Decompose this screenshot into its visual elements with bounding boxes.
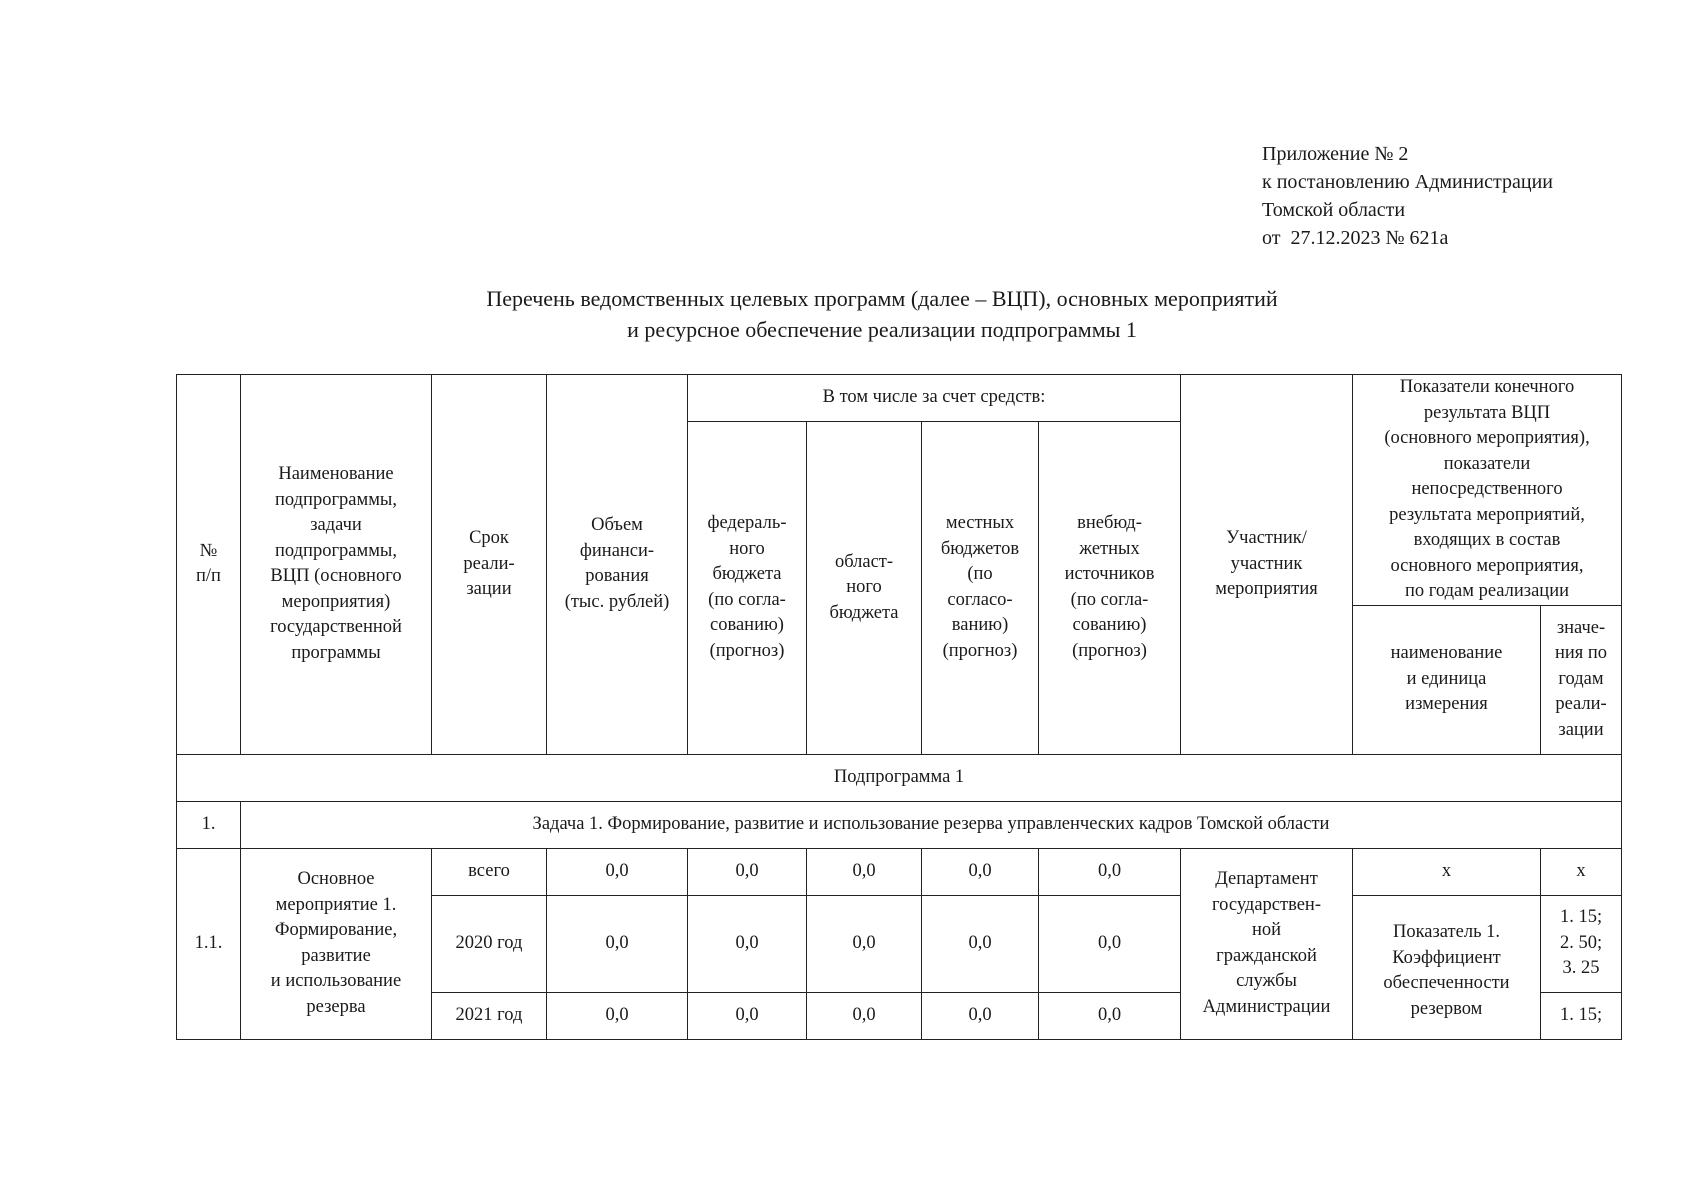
- federal-cell: 0,0: [688, 848, 807, 895]
- task-text: Задача 1. Формирование, развитие и использование резерва управленческих кадров Томской области: [241, 801, 1622, 848]
- term-cell: всего: [432, 848, 547, 895]
- volume-cell: 0,0: [547, 848, 688, 895]
- header-volume: Объем финанси- рования (тыс. рублей): [547, 375, 688, 755]
- measure-participant: Департамент государствен- ной гражданской службы Администрации: [1181, 848, 1353, 1039]
- term-cell: 2020 год: [432, 895, 547, 992]
- header-name: Наименование подпрограммы, задачи подпрограммы, ВЦП (основного мероприятия) государственной программы: [241, 375, 432, 755]
- subprogram-row: Подпрограмма 1: [177, 754, 1622, 801]
- extra-cell: 0,0: [1039, 992, 1181, 1039]
- indicator-values-cell: 1. 15;: [1541, 992, 1622, 1039]
- title-line-2: и ресурсное обеспечение реализации подпрограммы 1: [627, 317, 1137, 342]
- task-num: 1.: [177, 801, 241, 848]
- header-term: Срок реали- зации: [432, 375, 547, 755]
- federal-cell: 0,0: [688, 895, 807, 992]
- measure-num: 1.1.: [177, 848, 241, 1039]
- term-cell: 2021 год: [432, 992, 547, 1039]
- header-indicator-values: значе- ния по годам реали- зации: [1541, 605, 1622, 754]
- indicator-name-cell: х: [1353, 848, 1541, 895]
- header-federal: федераль- ного бюджета (по согла- сованию) (прогноз): [688, 422, 807, 755]
- regional-cell: 0,0: [807, 992, 922, 1039]
- volume-cell: 0,0: [547, 895, 688, 992]
- indicator-values-cell: 1. 15; 2. 50; 3. 25: [1541, 895, 1622, 992]
- header-local: местных бюджетов (по согласо- ванию) (прогноз): [922, 422, 1039, 755]
- header-participant: Участник/ участник мероприятия: [1181, 375, 1353, 755]
- extra-cell: 0,0: [1039, 848, 1181, 895]
- volume-cell: 0,0: [547, 992, 688, 1039]
- header-indicators: Показатели конечного результата ВЦП (основного мероприятия), показатели непосредственного результата мероприятий, входящих в состав основного мероприятия, по годам реализации: [1353, 375, 1622, 606]
- document-title: [0, 283, 1698, 345]
- extra-cell: 0,0: [1039, 895, 1181, 992]
- header-num: № п/п: [177, 375, 241, 755]
- local-cell: 0,0: [922, 895, 1039, 992]
- regional-cell: 0,0: [807, 848, 922, 895]
- local-cell: 0,0: [922, 992, 1039, 1039]
- federal-cell: 0,0: [688, 992, 807, 1039]
- table-row: [177, 848, 1622, 895]
- title-line-1: Перечень ведомственных целевых программ (далее – ВЦП), основных мероприятий: [486, 286, 1278, 311]
- header-including: В том числе за счет средств:: [688, 375, 1181, 422]
- indicator-values-cell: х: [1541, 848, 1622, 895]
- measure-name: Основное мероприятие 1. Формирование, развитие и использование резерва: [241, 848, 432, 1039]
- indicator-name: Показатель 1. Коэффициент обеспеченности резервом: [1353, 895, 1541, 1039]
- header-regional: област- ного бюджета: [807, 422, 922, 755]
- appendix-note: Приложение № 2 к постановлению Администрации Томской области от 27.12.2023 № 621а: [1262, 143, 1553, 249]
- header-extrabudget: внебюд- жетных источников (по согла- сованию) (прогноз): [1039, 422, 1181, 755]
- program-table: [176, 374, 1622, 1040]
- regional-cell: 0,0: [807, 895, 922, 992]
- header-indicator-name: наименование и единица измерения: [1353, 605, 1541, 754]
- local-cell: 0,0: [922, 848, 1039, 895]
